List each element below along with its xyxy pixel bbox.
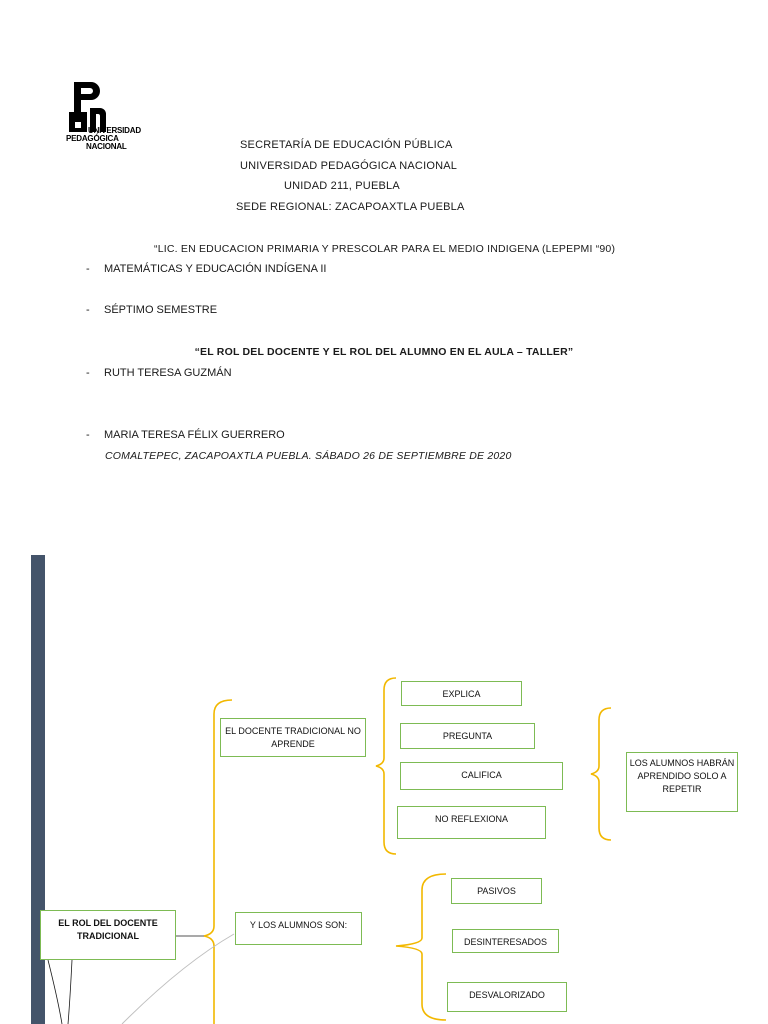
- trait-box-desvalorizado: DESVALORIZADO: [447, 982, 567, 1012]
- brace-teacher-actions: [376, 678, 396, 854]
- teacher-box: EL DOCENTE TRADICIONAL NO APRENDE: [220, 718, 366, 757]
- logo-text-line2: PEDAGÓGICA: [66, 134, 119, 143]
- root-box: EL ROL DEL DOCENTE TRADICIONAL: [40, 910, 176, 960]
- header-line-2: UNIVERSIDAD PEDAGÓGICA NACIONAL: [240, 160, 458, 172]
- bullet-dash: -: [86, 304, 90, 316]
- semester-text: SÉPTIMO SEMESTRE: [104, 304, 218, 316]
- author-2-text: MARIA TERESA FÉLIX GUERRERO: [104, 429, 285, 441]
- bullet-dash: -: [86, 429, 90, 441]
- header-line-1: SECRETARÍA DE EDUCACIÓN PÚBLICA: [240, 139, 453, 151]
- brace-result: [591, 708, 611, 840]
- action-box-pregunta: PREGUNTA: [400, 723, 535, 749]
- brace-student-traits: [396, 874, 446, 1020]
- trait-box-desinteresados: DESINTERESADOS: [452, 929, 559, 953]
- trait-box-pasivos: PASIVOS: [451, 878, 542, 904]
- place-date: COMALTEPEC, ZACAPOAXTLA PUEBLA. SÁBADO 26 DE SEPTIEMBRE DE 2020: [105, 450, 512, 462]
- header-line-3: UNIDAD 211, PUEBLA: [284, 180, 400, 192]
- logo-text-line1: UNIVERSIDAD: [88, 126, 141, 135]
- action-box-califica: CALIFICA: [400, 762, 563, 790]
- action-box-no-reflexiona: NO REFLEXIONA: [397, 806, 546, 839]
- students-box: Y LOS ALUMNOS SON:: [235, 912, 362, 945]
- bullet-dash: -: [86, 367, 90, 379]
- header-line-4: SEDE REGIONAL: ZACAPOAXTLA PUEBLA: [236, 201, 465, 213]
- curve-line-1: [48, 960, 62, 1024]
- subject-text: MATEMÁTICAS Y EDUCACIÓN INDÍGENA II: [104, 263, 327, 275]
- document-title: “EL ROL DEL DOCENTE Y EL ROL DEL ALUMNO EN EL AULA – TALLER”: [194, 346, 574, 358]
- logo-text-line3: NACIONAL: [86, 142, 127, 151]
- result-box: LOS ALUMNOS HABRÁN APRENDIDO SOLO A REPETIR: [626, 752, 738, 812]
- action-box-explica: EXPLICA: [401, 681, 522, 706]
- curve-line-2: [68, 960, 72, 1024]
- program-name: “LIC. EN EDUCACION PRIMARIA Y PRESCOLAR PARA EL MEDIO INDIGENA (LEPEPMI “90): [154, 243, 616, 255]
- author-1-text: RUTH TERESA GUZMÁN: [104, 367, 232, 379]
- bullet-dash: -: [86, 263, 90, 275]
